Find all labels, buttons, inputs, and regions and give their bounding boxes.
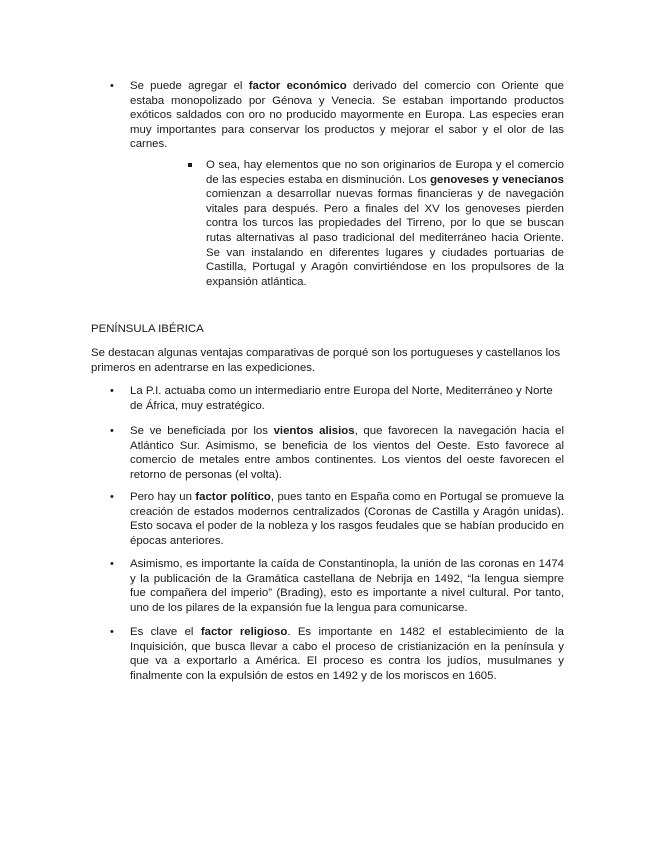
- paragraph: [130, 424, 564, 482]
- paragraph: [130, 384, 564, 413]
- section-heading: [91, 322, 204, 337]
- text: Es clave el: [130, 626, 201, 638]
- text: derivado del comercio con Oriente que estaba monopolizado por Génova y Venecia. Se estaban importando productos exóticos saldados con oro no producido mayormente en Europa. Las especies eran muy importantes para conservar los productos y mejorar el sabor y el olor de las carnes.: [130, 80, 564, 151]
- text: Se ve beneficiada por los: [130, 425, 274, 437]
- bold-text: factor religioso: [200, 626, 288, 638]
- text: . Es importante en 1482 el establecimiento de la Inquisición, que busca llevar a cabo el proceso de cristianización en la península y que va a exportarlo a América. El proceso es contra los judíos, musulmanes y finalmente con la expulsión de estos en 1492 y de los moriscos en 1605.: [130, 626, 564, 682]
- list-item-intermediario: [110, 384, 564, 413]
- text: O sea, hay elementos que no son originarios de Europa y el comercio de las especies estaba en disminución. Los: [206, 159, 564, 186]
- bold-text: genoveses y venecianos: [430, 173, 564, 186]
- text: , que favorecen la navegación hacia el Atlántico Sur. Asimismo, se beneficia de los vientos del Oeste. Esto favorece al comercio de metales entre ambos continentes. Los vientos del oeste favorecen el retorno de personas (el volta).: [130, 425, 564, 481]
- paragraph: Se destacan algunas ventajas comparativas de porqué son los portugueses y castellanos los primeros en adentrarse en las expediciones.: [91, 347, 561, 374]
- paragraph: [206, 158, 564, 289]
- bullet-icon: •: [110, 626, 114, 638]
- bold-text: factor económico: [248, 80, 347, 92]
- bullet-icon: •: [110, 491, 114, 503]
- sub-list-item-genoveses: [206, 158, 564, 289]
- list-item-factor-politico: [110, 490, 564, 548]
- bold-text: vientos alisios: [273, 425, 355, 437]
- text: Se puede agregar el: [130, 80, 249, 92]
- bullet-icon: •: [110, 558, 114, 570]
- square-bullet-icon: [188, 163, 192, 167]
- text: La P.I. actuaba como un intermediario entre Europa del Norte, Mediterráneo y Norte de África, muy estratégico.: [130, 385, 553, 412]
- text: , pues tanto en España como en Portugal se promueve la creación de estados modernos centralizados (Coronas de Castilla y Aragón unidas). Esto socava el poder de la nobleza y los rasgos feudales que se habían producido en épocas anteriores.: [130, 491, 564, 547]
- list-item-factor-religioso: [110, 625, 564, 683]
- paragraph: [130, 79, 564, 152]
- paragraph: [130, 557, 564, 615]
- paragraph: [130, 625, 564, 683]
- text: Pero hay un: [130, 491, 196, 503]
- list-item-factor-economico: [110, 79, 564, 152]
- paragraph: [130, 490, 564, 548]
- bullet-icon: •: [110, 385, 114, 397]
- bullet-icon: •: [110, 80, 114, 92]
- text: Asimismo, es importante la caída de Constantinopla, la unión de las coronas en 1474 y la publicación de la Gramática castellana de Nebrija en 1492, “la lengua siempre fue compañera del imperio” (Brading), esto es importante a nivel cultural. Por tanto, uno de los pilares de la expansión fue la lengua para comunicarse.: [130, 558, 564, 614]
- list-item-vientos-alisios: [110, 424, 564, 482]
- intro-paragraph: [91, 346, 564, 375]
- bullet-icon: •: [110, 425, 114, 437]
- list-item-constantinopla: [110, 557, 564, 615]
- heading-text: PENÍNSULA IBÉRICA: [91, 323, 204, 335]
- text: comienzan a desarrollar nuevas formas financieras y de navegación vitales para después. Pero a finales del XV los genoveses pierden contra los turcos las propiedades del Tirreno, por lo que se buscan rutas alternativas al paso tradicional del mediterráneo hacia Oriente. Se van instalando en diferentes lugares y ciudades portuarias de Castilla, Portugal y Aragón convirtiéndose en los propulsores de la expansión atlántica.: [206, 188, 564, 288]
- bold-text: factor político: [195, 491, 271, 503]
